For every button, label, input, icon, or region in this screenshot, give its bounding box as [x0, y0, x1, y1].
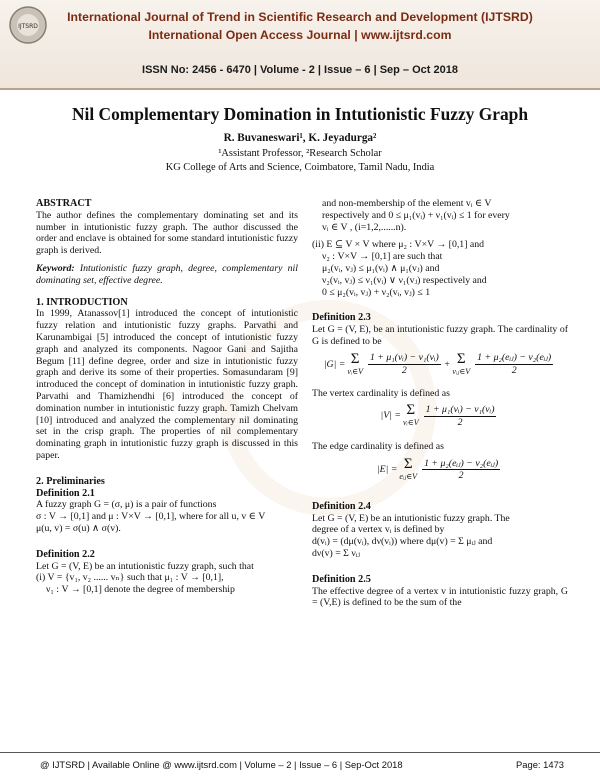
fraction-denominator: 2 — [458, 470, 464, 482]
definition-2-5-text: The effective degree of a vertex v in intutionistic fuzzy graph, G = (V,E) is defined to be the sum of the — [312, 585, 568, 609]
author-institution: KG College of Arts and Science, Coimbatore, Tamil Nadu, India — [165, 162, 435, 173]
definition-2-2-item-i: (i) V = {v₁, v₂ ...... vₙ} such that μ₁ : V → [0,1], — [36, 572, 224, 584]
sum-index: vᵢⱼ∈V — [452, 366, 471, 376]
definition-2-4-line: degree of a vertex vᵢ is defined by — [312, 524, 445, 536]
paper-title: Nil Complementary Domination in Intutionistic Fuzzy Graph — [71, 104, 529, 124]
definition-2-2-item-ii-line: μ₂(vᵢ, vⱼ) ≤ μ₁(vᵢ) ∧ μ₁(vⱼ) and — [322, 262, 440, 274]
introduction-text: In 1999, Atanassov[1] introduced the concept of intutionistic fuzzy relation and intutionistic fuzzy graphs. Parvathi and Karunambigai [5] introduced the concept of intutionistic fuzzy graph and analyzed its components. Nagoor Gani and Sajitha Begum [11] define degree, order and size in intutionistic fuzzy graph and derive its some of their properties. Somasundaram [9] introduced the concept of domination in intutionistic fuzzy graph. Parvathi and Thamizhendhi [6] introduced the concept of domination number in intutionistic fuzzy graph. Tamizh Chelvam [10] introduced and analyzed the complementary nil dominating set in the crisp graph. The properties of nil complementary dominating graph in intutionistic fuzzy graph is discussed in this paper. — [36, 308, 298, 461]
journal-title: International Journal of Trend in Scientific Research and Development (IJTSRD) — [67, 10, 533, 24]
fraction-numerator: 1 + μ₂(eᵢⱼ) − ν₂(eᵢⱼ) — [477, 352, 552, 364]
preliminaries-heading: 2. Preliminaries — [36, 475, 105, 487]
definition-2-5-heading: Definition 2.5 — [312, 573, 371, 585]
fraction-numerator: 1 + μ₂(eᵢⱼ) − ν₂(eᵢⱼ) — [424, 457, 499, 469]
page-number: Page: 1473 — [516, 759, 564, 770]
fraction — [424, 404, 497, 429]
definition-2-2-item-i-cont: ν₁ : V → [0,1] denote the degree of membership — [46, 584, 235, 596]
definition-2-3-heading: Definition 2.3 — [312, 312, 371, 324]
definition-2-1-line: σ : V → [0,1] and μ : V×V → [0,1], where for all u, v ∈ V — [36, 511, 266, 523]
sum-symbol: Σ vᵢⱼ∈V — [452, 350, 471, 376]
fraction-denominator: 2 — [511, 365, 517, 377]
edge-cardinality-text: The edge cardinality is defined as — [312, 441, 444, 453]
definition-2-2-item-ii-line: ν₂(vᵢ, vⱼ) ≤ ν₁(vᵢ) ∨ ν₁(vⱼ) respectively and — [322, 274, 487, 286]
introduction-heading: 1. INTRODUCTION — [36, 296, 128, 308]
sum-symbol: Σ vᵢ∈V — [347, 350, 363, 376]
abstract-heading: ABSTRACT — [36, 198, 92, 209]
fraction — [368, 352, 441, 377]
definition-2-1-heading: Definition 2.1 — [36, 487, 95, 499]
definition-2-2-cont-line: vᵢ ∈ V , (i=1,2,......n). — [322, 221, 407, 233]
fraction-numerator: 1 + μ₁(vᵢ) − ν₁(vᵢ) — [369, 352, 439, 364]
sum-index: vᵢ∈V — [402, 418, 419, 428]
fraction-numerator: 1 + μ₁(vᵢ) − ν₁(vᵢ) — [425, 403, 495, 415]
keywords-label: Keyword: — [36, 262, 75, 274]
sum-index: vᵢ∈V — [347, 366, 363, 376]
fraction — [422, 458, 500, 483]
vertex-cardinality-text: The vertex cardinality is defined as — [312, 387, 450, 399]
definition-2-1-line: A fuzzy graph G = (σ, μ) is a pair of functions — [36, 499, 217, 511]
definition-2-2-item-ii-line: ν₂ : V×V → [0,1] are such that — [322, 251, 443, 263]
vertex-cardinality-formula — [312, 403, 568, 429]
definition-2-4-line: dν(v) = Σ νᵢⱼ — [312, 547, 360, 559]
definition-2-4-line: Let G = (V, E) be an intutionistic fuzzy graph. The — [312, 512, 510, 524]
definition-2-4-line: d(vᵢ) = (dμ(vᵢ), dν(vᵢ)) where dμ(v) = Σ μᵢⱼ and — [312, 536, 493, 548]
issn-volume-line: ISSN No: 2456 - 6470 | Volume - 2 | Issue – 6 | Sep – Oct 2018 — [142, 64, 458, 76]
author-roles: ¹Assistant Professor, ²Research Scholar — [218, 148, 382, 159]
definition-2-2-text: Let G = (V, E) be an intutionistic fuzzy graph, such that — [36, 560, 254, 572]
edge-cardinality-formula — [312, 457, 568, 483]
fraction-denominator: 2 — [401, 365, 407, 377]
definition-2-1-line: μ(u, v) = σ(u) ∧ σ(v). — [36, 522, 121, 534]
sum-index: eᵢⱼ∈V — [399, 471, 418, 481]
definition-2-2-heading: Definition 2.2 — [36, 548, 95, 560]
keywords — [36, 263, 298, 287]
graph-cardinality-formula: |G| = Σ vᵢ∈V $\frac{\text{1 + μ₁(vᵢ) − ν₁(vᵢ)}}{2}$ + Σ vᵢⱼ∈V $\frac{\text{1 + μ₂(eᵢⱼ) − ν₂(eᵢⱼ)}}{2}$ — [323, 350, 552, 377]
definition-2-2-cont-line: and non-membership of the element vᵢ ∈ V — [322, 198, 492, 209]
left-column — [36, 198, 298, 596]
sum-symbol: Σ vᵢ∈V — [402, 402, 419, 428]
definition-2-3-text: Let G = (V, E), be an intutionistic fuzzy graph. The cardinality of G is defined to be — [312, 324, 568, 347]
formula-lhs: |E| = — [376, 463, 398, 475]
keywords-text: Intutionistic fuzzy graph, degree, complementary nil dominating set, effective degree. — [36, 262, 298, 286]
definition-2-2-item-ii-line: 0 ≤ μ₂(vᵢ, vⱼ) + ν₂(vᵢ, vⱼ) ≤ 1 — [322, 286, 431, 298]
definition-2-2-item-ii: (ii) E ⊆ V × V where μ₂ : V×V → [0,1] and — [312, 239, 485, 251]
formula-lhs: |V| = — [380, 410, 401, 422]
paper-authors: R. Buvaneswari¹, K. Jeyadurga² — [223, 132, 377, 144]
fraction-denominator: 2 — [457, 416, 463, 428]
footer-citation: @ IJTSRD | Available Online @ www.ijtsrd.com | Volume – 2 | Issue – 6 | Sep-Oct 2018 — [40, 759, 403, 770]
formula-lhs: |G| = — [323, 358, 346, 370]
abstract-text: The author defines the complementary dominating set and its number in intutionistic fuzzy graph. The author discussed the order and enclave is obtained for some standard intutionistic fuzzy graph is derived. — [36, 209, 298, 257]
definition-2-4-heading: Definition 2.4 — [312, 500, 371, 512]
sum-symbol: Σ eᵢⱼ∈V — [399, 455, 418, 481]
fraction — [475, 352, 553, 377]
definition-2-2-cont-line: respectively and 0 ≤ μ₁(vᵢ) + ν₁(vᵢ) ≤ 1 for every — [322, 209, 510, 221]
page-footer — [0, 752, 600, 777]
journal-subtitle: International Open Access Journal | www.ijtsrd.com — [148, 28, 452, 42]
right-column — [312, 198, 568, 609]
journal-logo-text: IJTSRD — [18, 23, 38, 30]
